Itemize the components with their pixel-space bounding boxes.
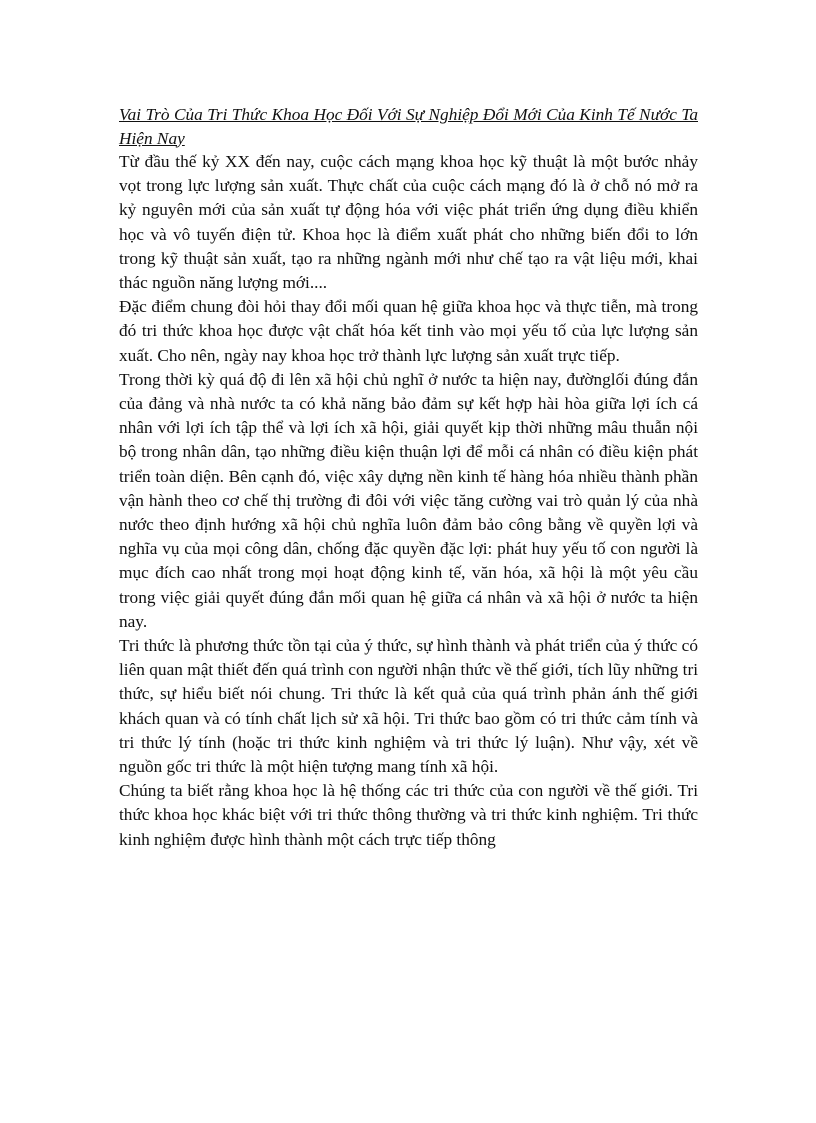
paragraph-3: Trong thời kỳ quá độ đi lên xã hội chủ nghĩ ở nước ta hiện nay, đườnglối đúng đắn của đảng và nhà nước ta có khả năng bảo đảm sự kết hợp hài hòa giữa lợi ích cá nhân với lợi ích tập thể và lợi ích xã hội, giải quyết kịp thời những mâu thuẫn nội bộ trong nhân dân, tạo những điều kiện thuận lợi để mỗi cá nhân có điều kiện phát triển toàn diện. Bên cạnh đó, việc xây dựng nền kinh tế hàng hóa nhiều thành phần vận hành theo cơ chế thị trường đi đôi với việc tăng cường vai trò quản lý của nhà nước theo định hướng xã hội chủ nghĩa luôn đảm bảo công bằng về quyền lợi và nghĩa vụ của mọi công dân, chống đặc quyền đặc lợi: phát huy yếu tố con người là mục đích cao nhất trong mọi hoạt động kinh tế, văn hóa, xã hội là một yêu cầu trong việc giải quyết đúng đắn mối quan hệ giữa cá nhân và xã hội ở nước ta hiện nay. — [119, 369, 698, 631]
paragraph-2: Đặc điểm chung đòi hỏi thay đổi mối quan hệ giữa khoa học và thực tiễn, mà trong đó tri thức khoa học được vật chất hóa kết tinh vào mọi yếu tố của lực lượng sản xuất. Cho nên, ngày nay khoa học trở thành lực lượng sản xuất trực tiếp. — [119, 297, 698, 365]
paragraph-4: Tri thức là phương thức tồn tại của ý thức, sự hình thành và phát triển của ý thức có liên quan mật thiết đến quá trình con người nhận thức về thế giới, tích lũy những tri thức, sự hiểu biết nói chung. Tri thức là kết quả của quá trình phản ánh thế giới khách quan và có tính chất lịch sử xã hội. Tri thức bao gồm có tri thức cảm tính và tri thức lý tính (hoặc tri thức kinh nghiệm và tri thức lý luận). Như vậy, xét về nguồn gốc tri thức là một hiện tượng mang tính xã hội. — [119, 636, 698, 777]
paragraph-1: Từ đầu thế kỷ XX đến nay, cuộc cách mạng khoa học kỹ thuật là một bước nhảy vọt trong lực lượng sản xuất. Thực chất của cuộc cách mạng đó là ở chỗ nó mở ra kỷ nguyên mới của sản xuất tự động hóa với việc phát triển ứng dụng điều khiển học và vô tuyến điện tử. Khoa học là điểm xuất phát cho những biến đổi to lớn trong kỹ thuật sản xuất, tạo ra những ngành mới như chế tạo ra vật liệu mới, khai thác nguồn năng lượng mới.... — [119, 152, 698, 293]
document-title: Vai Trò Của Tri Thức Khoa Học Đối Với Sự Nghiệp Đổi Mới Của Kinh Tế Nước Ta Hiện Nay — [119, 105, 698, 148]
paragraph-5: Chúng ta biết rằng khoa học là hệ thống các tri thức của con người về thế giới. Tri thức khoa học khác biệt với tri thức thông thường và tri thức kinh nghiệm. Tri thức kinh nghiệm được hình thành một cách trực tiếp thông — [119, 781, 698, 849]
document-page — [119, 103, 698, 852]
